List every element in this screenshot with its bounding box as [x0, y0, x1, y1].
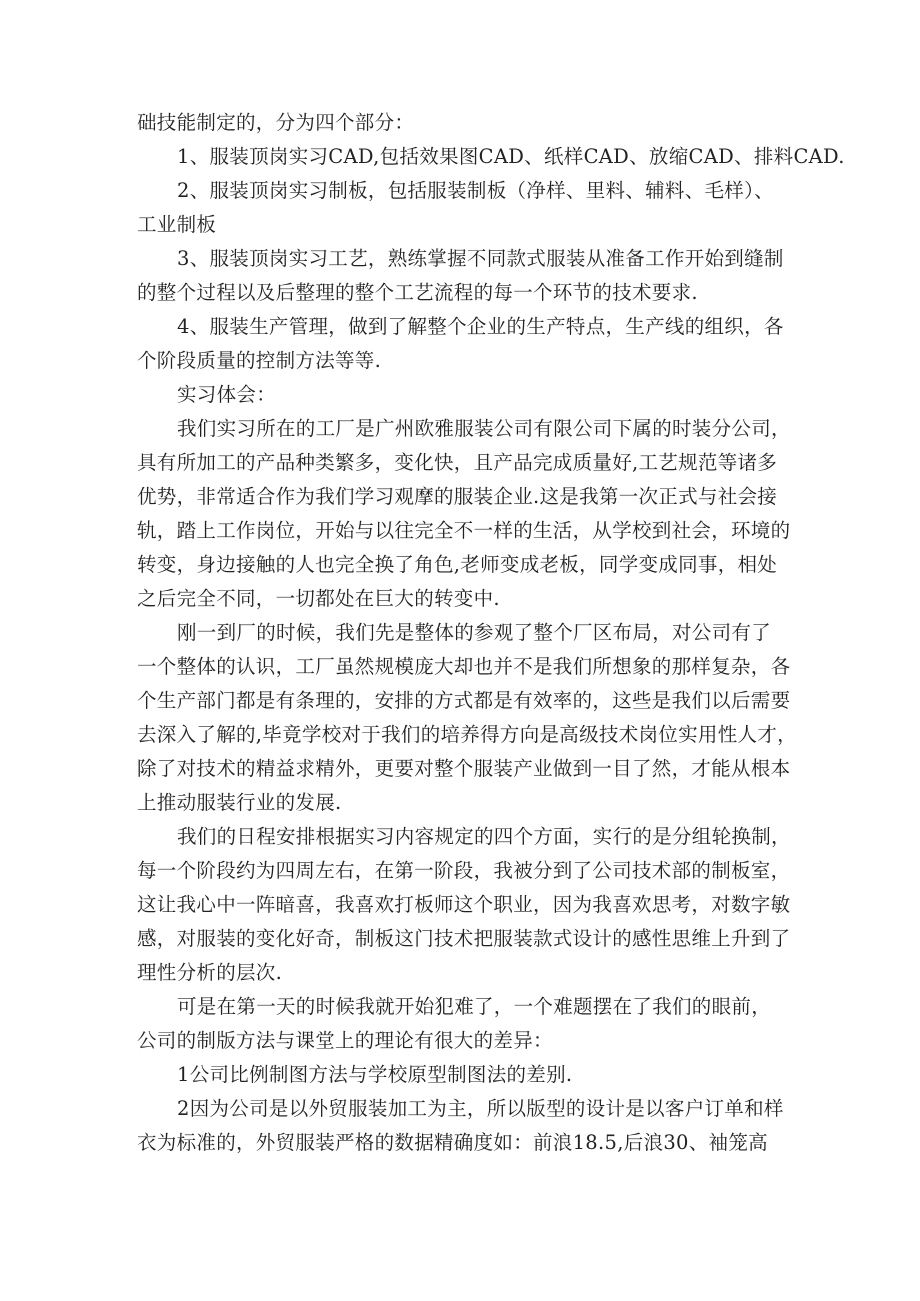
text-line: 的整个过程以及后整理的整个工艺流程的每一个环节的技术要求.: [137, 281, 698, 304]
text-line: 之后完全不同，一切都处在巨大的转变中.: [137, 587, 500, 610]
text-line: 1公司比例制图方法与学校原型制图法的差别.: [177, 1063, 573, 1086]
text-line: 上推动服装行业的发展.: [137, 791, 342, 814]
text-line: 感，对服装的变化好奇，制板这门技术把服装款式设计的感性思维上升到了: [137, 927, 791, 950]
text-line: 优势，非常适合作为我们学习观摩的服装企业.这是我第一次正式与社会接: [137, 485, 778, 508]
text-line: 工业制板: [137, 213, 217, 236]
text-line: 转变，身边接触的人也完全换了角色,老师变成老板，同学变成同事，相处: [137, 553, 778, 576]
text-line: 一个整体的认识，工厂虽然规模庞大却也并不是我们所想象的那样复杂，各: [137, 655, 791, 678]
text-line: 每一个阶段约为四周左右，在第一阶段，我被分到了公司技术部的制板室，: [137, 859, 791, 882]
text-line: 1、服装顶岗实习CAD,包括效果图CAD、纸样CAD、放缩CAD、排料CAD.: [177, 145, 845, 168]
text-line: 衣为标准的，外贸服装严格的数据精确度如：前浪18.5,后浪30、袖笼高: [137, 1131, 768, 1154]
text-line: 3、服装顶岗实习工艺，熟练掌握不同款式服装从准备工作开始到缝制: [177, 247, 784, 270]
text-line: 理性分析的层次.: [137, 961, 283, 984]
text-line: 我们实习所在的工厂是广州欧雅服装公司有限公司下属的时装分公司，: [177, 417, 791, 440]
section-heading: 实习体会：: [177, 383, 277, 406]
text-line: 公司的制版方法与课堂上的理论有很大的差异：: [137, 1029, 553, 1052]
text-line: 轨，踏上工作岗位，开始与以往完全不一样的生活，从学校到社会，环境的: [137, 519, 791, 542]
text-line: 除了对技术的精益求精外，更要对整个服装产业做到一目了然，才能从根本: [137, 757, 791, 780]
text-line: 个生产部门都是有条理的，安排的方式都是有效率的，这些是我们以后需要: [137, 689, 791, 712]
text-line: 这让我心中一阵暗喜，我喜欢打板师这个职业，因为我喜欢思考，对数字敏: [137, 893, 791, 916]
text-line: 2因为公司是以外贸服装加工为主，所以版型的设计是以客户订单和样: [177, 1097, 784, 1120]
text-line: 础技能制定的，分为四个部分：: [137, 111, 415, 134]
text-line: 可是在第一天的时候我就开始犯难了，一个难题摆在了我们的眼前，: [177, 995, 772, 1018]
text-line: 4、服装生产管理，做到了解整个企业的生产特点，生产线的组织，各: [177, 315, 784, 338]
text-line: 具有所加工的产品种类繁多，变化快，且产品完成质量好,工艺规范等诸多: [137, 451, 778, 474]
text-line: 2、服装顶岗实习制板，包括服装制板（净样、里料、辅料、毛样）、: [177, 179, 774, 202]
text-line: 个阶段质量的控制方法等等.: [137, 349, 382, 372]
text-line: 去深入了解的,毕竟学校对于我们的培养得方向是高级技术岗位实用性人才，: [137, 723, 797, 746]
text-line: 刚一到厂的时候，我们先是整体的参观了整个厂区布局，对公司有了: [177, 621, 772, 644]
text-line: 我们的日程安排根据实习内容规定的四个方面，实行的是分组轮换制，: [177, 825, 791, 848]
